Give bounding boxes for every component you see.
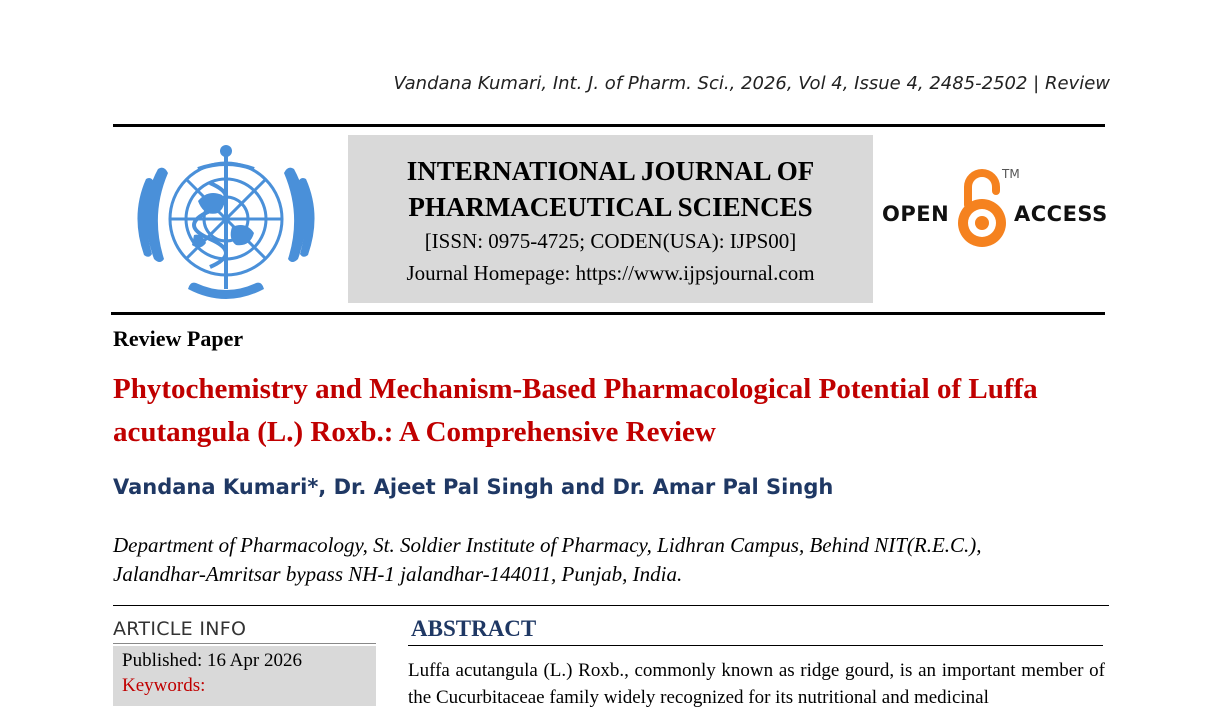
abstract-heading: ABSTRACT: [411, 616, 537, 641]
abstract-rule: [408, 645, 1103, 646]
author-affiliation: Department of Pharmacology, St. Soldier Institute of Pharmacy, Lidhran Campus, Behind NIT(R.E.C.), Jalandhar-Amritsar bypass NH-1 jalandhar-144011, Punjab, India.: [113, 533, 982, 586]
journal-title-line2: PHARMACEUTICAL SCIENCES: [408, 192, 813, 222]
un-emblem-logo: [128, 139, 324, 305]
published-date: Published: 16 Apr 2026: [122, 650, 302, 671]
journal-issn: [ISSN: 0975-4725; CODEN(USA): IJPS00]: [424, 229, 797, 253]
running-header-citation: Vandana Kumari, Int. J. of Pharm. Sci., 2026, Vol 4, Issue 4, 2485-2502 | Review: [393, 73, 1110, 94]
paper-type-label: Review Paper: [113, 326, 244, 351]
open-access-logo: [880, 165, 1108, 255]
abstract-text: Luffa acutangula (L.) Roxb., commonly known as ridge gourd, is an important member of the Cucurbitaceae family widely recognized for its nutritional and medicinal: [408, 660, 1105, 708]
paper-title: Phytochemistry and Mechanism-Based Pharmacological Potential of Luffa acutangula (L.) Roxb.: A Comprehensive Review: [113, 373, 1038, 448]
journal-title-line1: INTERNATIONAL JOURNAL OF: [406, 156, 815, 186]
open-access-word-access: ACCESS: [1014, 202, 1108, 226]
open-access-word-open: OPEN: [882, 202, 950, 226]
header-bottom-rule: [111, 312, 1105, 315]
header-top-rule: [113, 124, 1105, 127]
paper-authors: Vandana Kumari*, Dr. Ajeet Pal Singh and Dr. Amar Pal Singh: [113, 475, 834, 499]
section-divider: [113, 605, 1109, 606]
article-info-box: [113, 646, 376, 706]
journal-masthead: [348, 135, 873, 303]
keywords-label: Keywords:: [122, 675, 206, 696]
open-access-trademark: TM: [1002, 167, 1020, 181]
article-info-rule: [113, 643, 376, 644]
article-info-heading: ARTICLE INFO: [113, 618, 247, 640]
journal-homepage[interactable]: Journal Homepage: https://www.ijpsjournal.com: [406, 261, 815, 285]
